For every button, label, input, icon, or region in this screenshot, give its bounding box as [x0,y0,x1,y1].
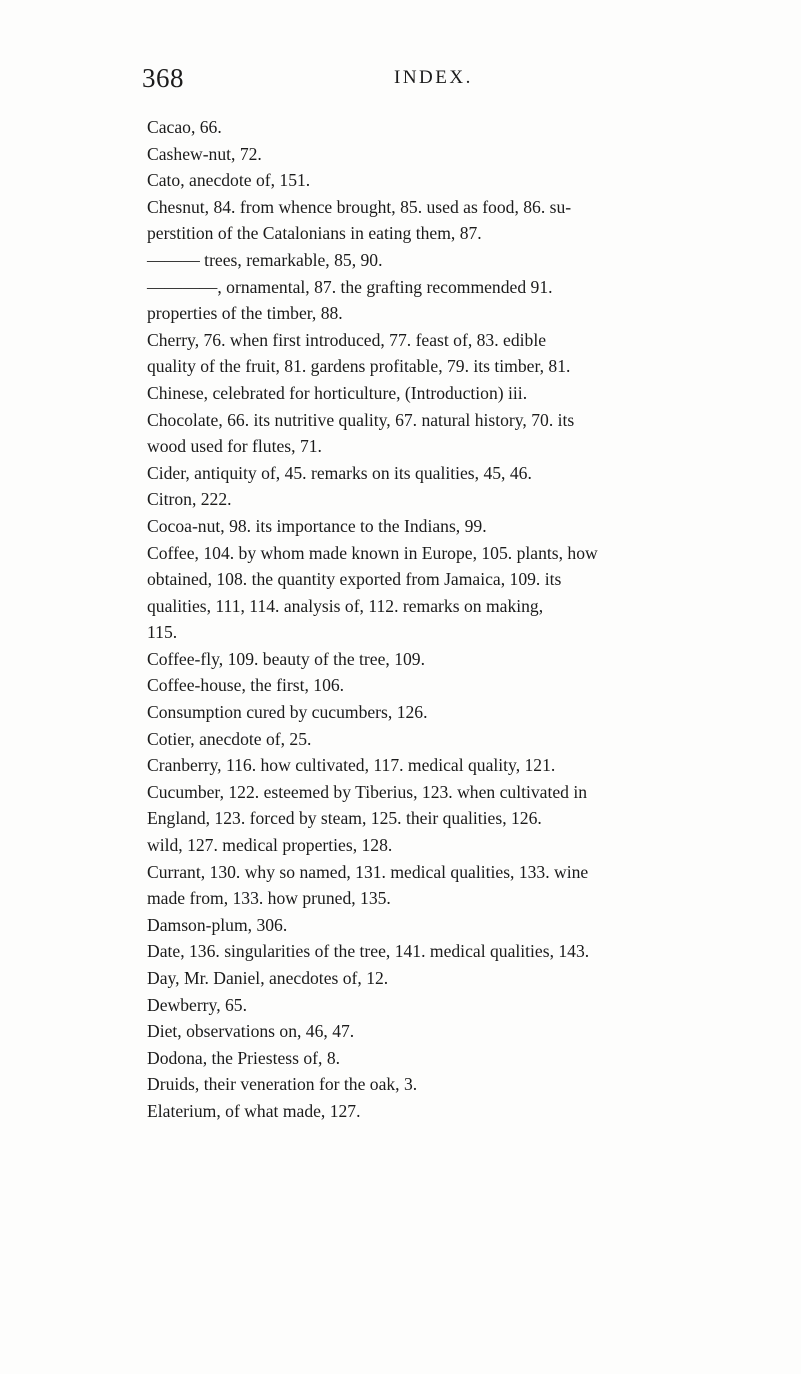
index-entry-line: Chocolate, 66. its nutritive quality, 67. natural history, 70. its [147,409,575,430]
index-entry [147,965,779,992]
index-entry-line: Dodona, the Priestess of, 8. [147,1047,341,1068]
index-entry [147,1045,779,1072]
index-entry-line: Druids, their veneration for the oak, 3. [147,1074,418,1095]
index-entry [147,407,779,460]
running-head: INDEX. [394,67,473,88]
index-entry-line: Dewberry, 65. [147,994,247,1015]
index-entry-line: England, 123. forced by steam, 125. their qualities, 126. [147,808,542,829]
index-entry [147,247,779,274]
index-entry [147,327,779,380]
index-entry-line: Coffee-fly, 109. beauty of the tree, 109. [147,648,425,669]
index-entry-line: Consumption cured by cucumbers, 126. [147,702,428,723]
index-entry-line: Cotier, anecdote of, 25. [147,728,312,749]
index-entry-line: Diet, observations on, 46, 47. [147,1021,355,1042]
index-entry [147,486,779,513]
index-entry [147,274,779,301]
index-entry-line: wood used for flutes, 71. [147,436,322,457]
index-entry-line: Day, Mr. Daniel, anecdotes of, 12. [147,968,389,988]
index-entry-line: Cider, antiquity of, 45. remarks on its qualities, 45, 46. [147,462,532,483]
index-entry-line: wild, 127. medical properties, 128. [147,835,393,856]
index-entry-line: Cato, anecdote of, 151. [147,170,311,191]
index-entry [147,513,779,540]
index-entry-line: properties of the timber, 88. [147,303,343,324]
index-entry-line: ————, ornamental, 87. the grafting recommended 91. [147,276,553,297]
index-entry-line: perstition of the Catalonians in eating them, 87. [147,223,482,244]
index-entry [147,1098,779,1125]
index-entry [147,1018,779,1045]
index-entry-line: Cacao, 66. [147,117,222,137]
index-entry [147,992,779,1019]
index-entry [147,380,779,407]
index-entry-line: Cucumber, 122. esteemed by Tiberius, 123. when cultivated in [147,781,588,802]
index-entry-line: Coffee-house, the first, 106. [147,675,345,696]
index-entry-line: Coffee, 104. by whom made known in Europe, 105. plants, how [147,542,598,563]
index-entry [147,194,779,247]
index-entry-line: Currant, 130. why so named, 131. medical qualities, 133. wine [147,861,589,882]
index-entry-line: quality of the fruit, 81. gardens profitable, 79. its timber, 81. [147,356,571,377]
index-entry-line: made from, 133. how pruned, 135. [147,888,391,909]
index-entry-line: Elaterium, of what made, 127. [147,1100,361,1121]
page-number: 368 [142,63,184,93]
index-entry [147,300,779,327]
index-entry [147,646,779,673]
index-entry-line: Cranberry, 116. how cultivated, 117. medical quality, 121. [147,755,556,776]
index-entry-line: Citron, 222. [147,489,232,510]
index-entry-line: qualities, 111, 114. analysis of, 112. remarks on making, [147,595,544,616]
index-entry-line: Chesnut, 84. from whence brought, 85. used as food, 86. su- [147,196,572,217]
index-entry [147,167,779,194]
index-entry-line: Cherry, 76. when first introduced, 77. feast of, 83. edible [147,329,547,350]
index-entry [147,460,779,487]
index-entries [147,114,779,1125]
index-entry-line: obtained, 108. the quantity exported from Jamaica, 109. its [147,569,562,590]
index-entry [147,1071,779,1098]
index-entry-line: Date, 136. singularities of the tree, 141. medical qualities, 143. [147,941,590,962]
index-entry-line: Chinese, celebrated for horticulture, (Introduction) iii. [147,382,528,403]
index-entry [147,540,779,646]
index-entry-line: Cocoa-nut, 98. its importance to the Indians, 99. [147,515,487,536]
index-entry [147,779,779,859]
index-entry [147,859,779,912]
index-entry-line: 115. [147,622,178,643]
index-entry-line: Damson-plum, 306. [147,914,288,935]
index-entry-line: Cashew-nut, 72. [147,143,262,164]
index-entry [147,672,779,699]
index-entry-line: ——— trees, remarkable, 85, 90. [147,249,383,270]
index-entry [147,726,779,753]
index-entry [147,752,779,779]
index-entry [147,114,779,141]
index-entry [147,912,779,939]
index-entry [147,699,779,726]
index-entry [147,141,779,168]
index-entry [147,938,779,965]
